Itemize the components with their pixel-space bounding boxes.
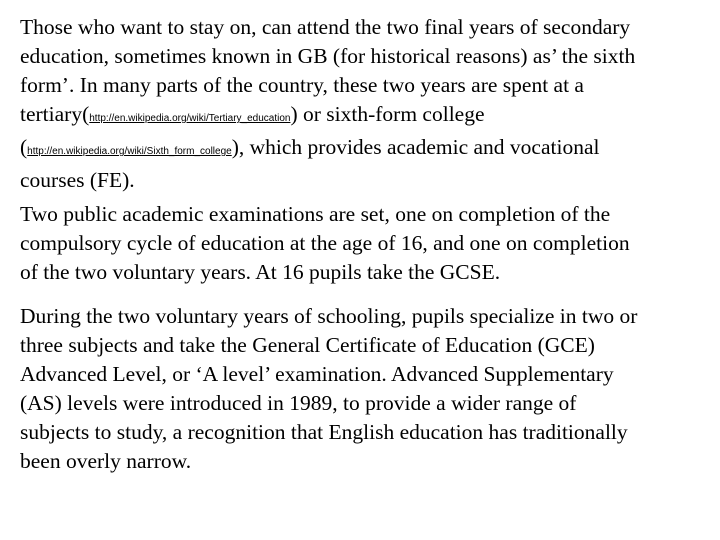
paragraph-sixth-form xyxy=(20,13,714,195)
text-fragment: ), which provides academic and vocational xyxy=(231,135,600,159)
text-line: subjects to study, a recognition that English education has traditionally xyxy=(20,420,628,444)
text-line: Advanced Level, or ‘A level’ examination. Advanced Supplementary xyxy=(20,362,614,386)
text-line: Those who want to stay on, can attend the two final years of secondary xyxy=(20,15,631,39)
text-fragment: ( xyxy=(20,135,28,159)
tertiary-education-link[interactable]: http://en.wikipedia.org/wiki/Tertiary_education xyxy=(89,113,291,124)
paragraph-examinations xyxy=(20,200,714,287)
sixth-form-college-link[interactable]: http://en.wikipedia.org/wiki/Sixth_form_college xyxy=(27,146,232,157)
text-line xyxy=(20,100,714,133)
text-fragment: ) or sixth-form college xyxy=(290,102,485,126)
text-line: form’. In many parts of the country, these two years are spent at a xyxy=(20,73,584,97)
text-line: of the two voluntary years. At 16 pupils take the GCSE. xyxy=(20,260,501,284)
text-line: education, sometimes known in GB (for historical reasons) as’ the sixth xyxy=(20,44,636,68)
text-line: been overly narrow. xyxy=(20,449,192,473)
text-fragment: tertiary( xyxy=(20,102,90,126)
text-line: compulsory cycle of education at the age of 16, and one on completion xyxy=(20,231,630,255)
text-line: three subjects and take the General Certificate of Education (GCE) xyxy=(20,333,595,357)
text-line: (AS) levels were introduced in 1989, to provide a wider range of xyxy=(20,391,577,415)
text-line: During the two voluntary years of schooling, pupils specialize in two or xyxy=(20,304,638,328)
text-line: Two public academic examinations are set, one on completion of the xyxy=(20,202,611,226)
text-line: courses (FE). xyxy=(20,168,135,192)
paragraph-a-levels xyxy=(20,302,714,476)
text-line xyxy=(20,133,714,166)
